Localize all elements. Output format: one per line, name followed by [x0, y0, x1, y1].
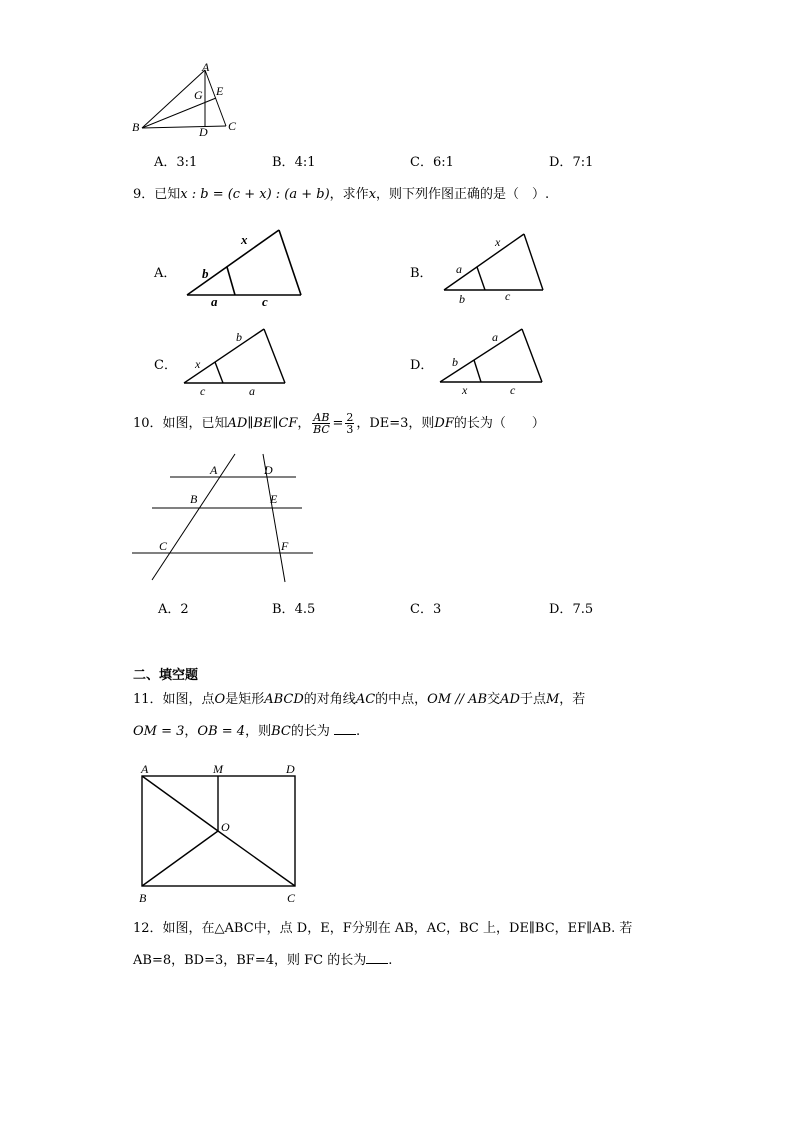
q11-rectangle-figure — [132, 758, 312, 908]
q8-label-a: A — [202, 62, 210, 74]
q10-parallel-lines-figure — [130, 452, 320, 584]
q10-option-b[interactable]: B．4.5 — [272, 602, 316, 617]
q10-option-a[interactable]: A．2 — [158, 602, 189, 617]
q9-a-label-c: c — [262, 294, 268, 309]
q11-label-o: O — [221, 820, 230, 834]
q11-label-b: B — [139, 891, 147, 905]
q8-label-c: C — [228, 119, 237, 133]
q8-option-d[interactable]: D．7:1 — [549, 155, 594, 170]
q10-fraction-ab-bc: $\frac{AB}{BC}$ — [313, 411, 330, 436]
q8-label-b: B — [132, 120, 140, 134]
q10-label-b: B — [190, 492, 198, 506]
q9-d-label-a: a — [492, 330, 498, 344]
q9-a-label-b: b — [202, 266, 209, 281]
q8-triangle-figure — [125, 62, 245, 140]
q9-a-label-x: x — [241, 232, 248, 247]
q10-fraction-two-thirds: $\frac{2}{3}$ — [346, 411, 354, 436]
q8-option-c[interactable]: C．6:1 — [410, 155, 454, 170]
q9-c-label-b: b — [236, 330, 242, 344]
q10-option-c[interactable]: C．3 — [410, 602, 442, 617]
q11-answer-blank[interactable] — [334, 722, 356, 735]
q8-label-d: D — [199, 125, 208, 139]
q9-c-label-x: x — [195, 357, 201, 371]
q9-option-c-figure[interactable] — [177, 322, 292, 400]
q9-c-label-c: c — [200, 384, 206, 398]
q9-option-d-letter[interactable]: D． — [410, 358, 434, 373]
q9-d-label-c: c — [510, 383, 516, 397]
q10-label-a: A — [210, 463, 218, 477]
q10-option-d[interactable]: D．7.5 — [549, 602, 594, 617]
q11-stem-line2: OM = 3，OB = 4，则BC的长为 . — [133, 724, 361, 739]
q9-option-c-letter[interactable]: C． — [154, 358, 177, 373]
q11-label-c: C — [287, 891, 296, 905]
q9-stem: 9．已知x : b = (c + x) : (a + b)，求作x，则下列作图正确的是（ ）. — [133, 187, 550, 202]
q10-stem: 10．如图，已知AD∥BE∥CF， $\frac{AB}{BC}$ = $\frac{2}{3}$ ，DE=3，则DF的长为（ ） — [133, 411, 545, 436]
q11-label-a: A — [141, 762, 149, 776]
q8-label-e: E — [216, 84, 224, 98]
q11-stem-line1: 11．如图，点O是矩形ABCD的对角线AC的中点，OM // AB交AD于点M，若 — [133, 692, 586, 707]
q10-label-d: D — [264, 463, 273, 477]
q11-label-d: D — [286, 762, 295, 776]
q9-option-d-figure[interactable] — [433, 322, 548, 400]
q9-option-a-letter[interactable]: A． — [154, 266, 177, 281]
q9-c-label-a: a — [249, 384, 255, 398]
q8-option-a[interactable]: A．3:1 — [154, 155, 198, 170]
q8-option-b[interactable]: B．4:1 — [272, 155, 316, 170]
q9-option-a-figure[interactable] — [180, 222, 310, 310]
q10-label-c: C — [159, 539, 168, 553]
q9-d-label-x: x — [462, 383, 468, 397]
q12-answer-blank[interactable] — [366, 951, 388, 964]
q9-b-label-x: x — [495, 235, 501, 249]
q9-b-label-c: c — [505, 289, 511, 303]
q9-b-label-b: b — [459, 292, 465, 306]
q12-stem-line2: AB=8，BD=3，BF=4，则 FC 的长为 . — [133, 953, 393, 968]
section-title-fill-in: 二、填空题 — [133, 668, 199, 683]
q11-label-m: M — [213, 762, 223, 776]
q9-b-label-a: a — [456, 262, 462, 276]
q9-option-b-figure[interactable] — [437, 228, 552, 306]
q9-option-b-letter[interactable]: B． — [410, 266, 433, 281]
q10-label-f: F — [281, 539, 289, 553]
q10-label-e: E — [270, 492, 278, 506]
q9-a-label-a: a — [211, 294, 218, 309]
q9-d-label-b: b — [452, 355, 458, 369]
q8-label-g: G — [194, 88, 203, 102]
q12-stem-line1: 12．如图，在△ABC中，点 D，E，F分别在 AB，AC，BC 上，DE∥BC，EF∥AB. 若 — [133, 921, 633, 936]
